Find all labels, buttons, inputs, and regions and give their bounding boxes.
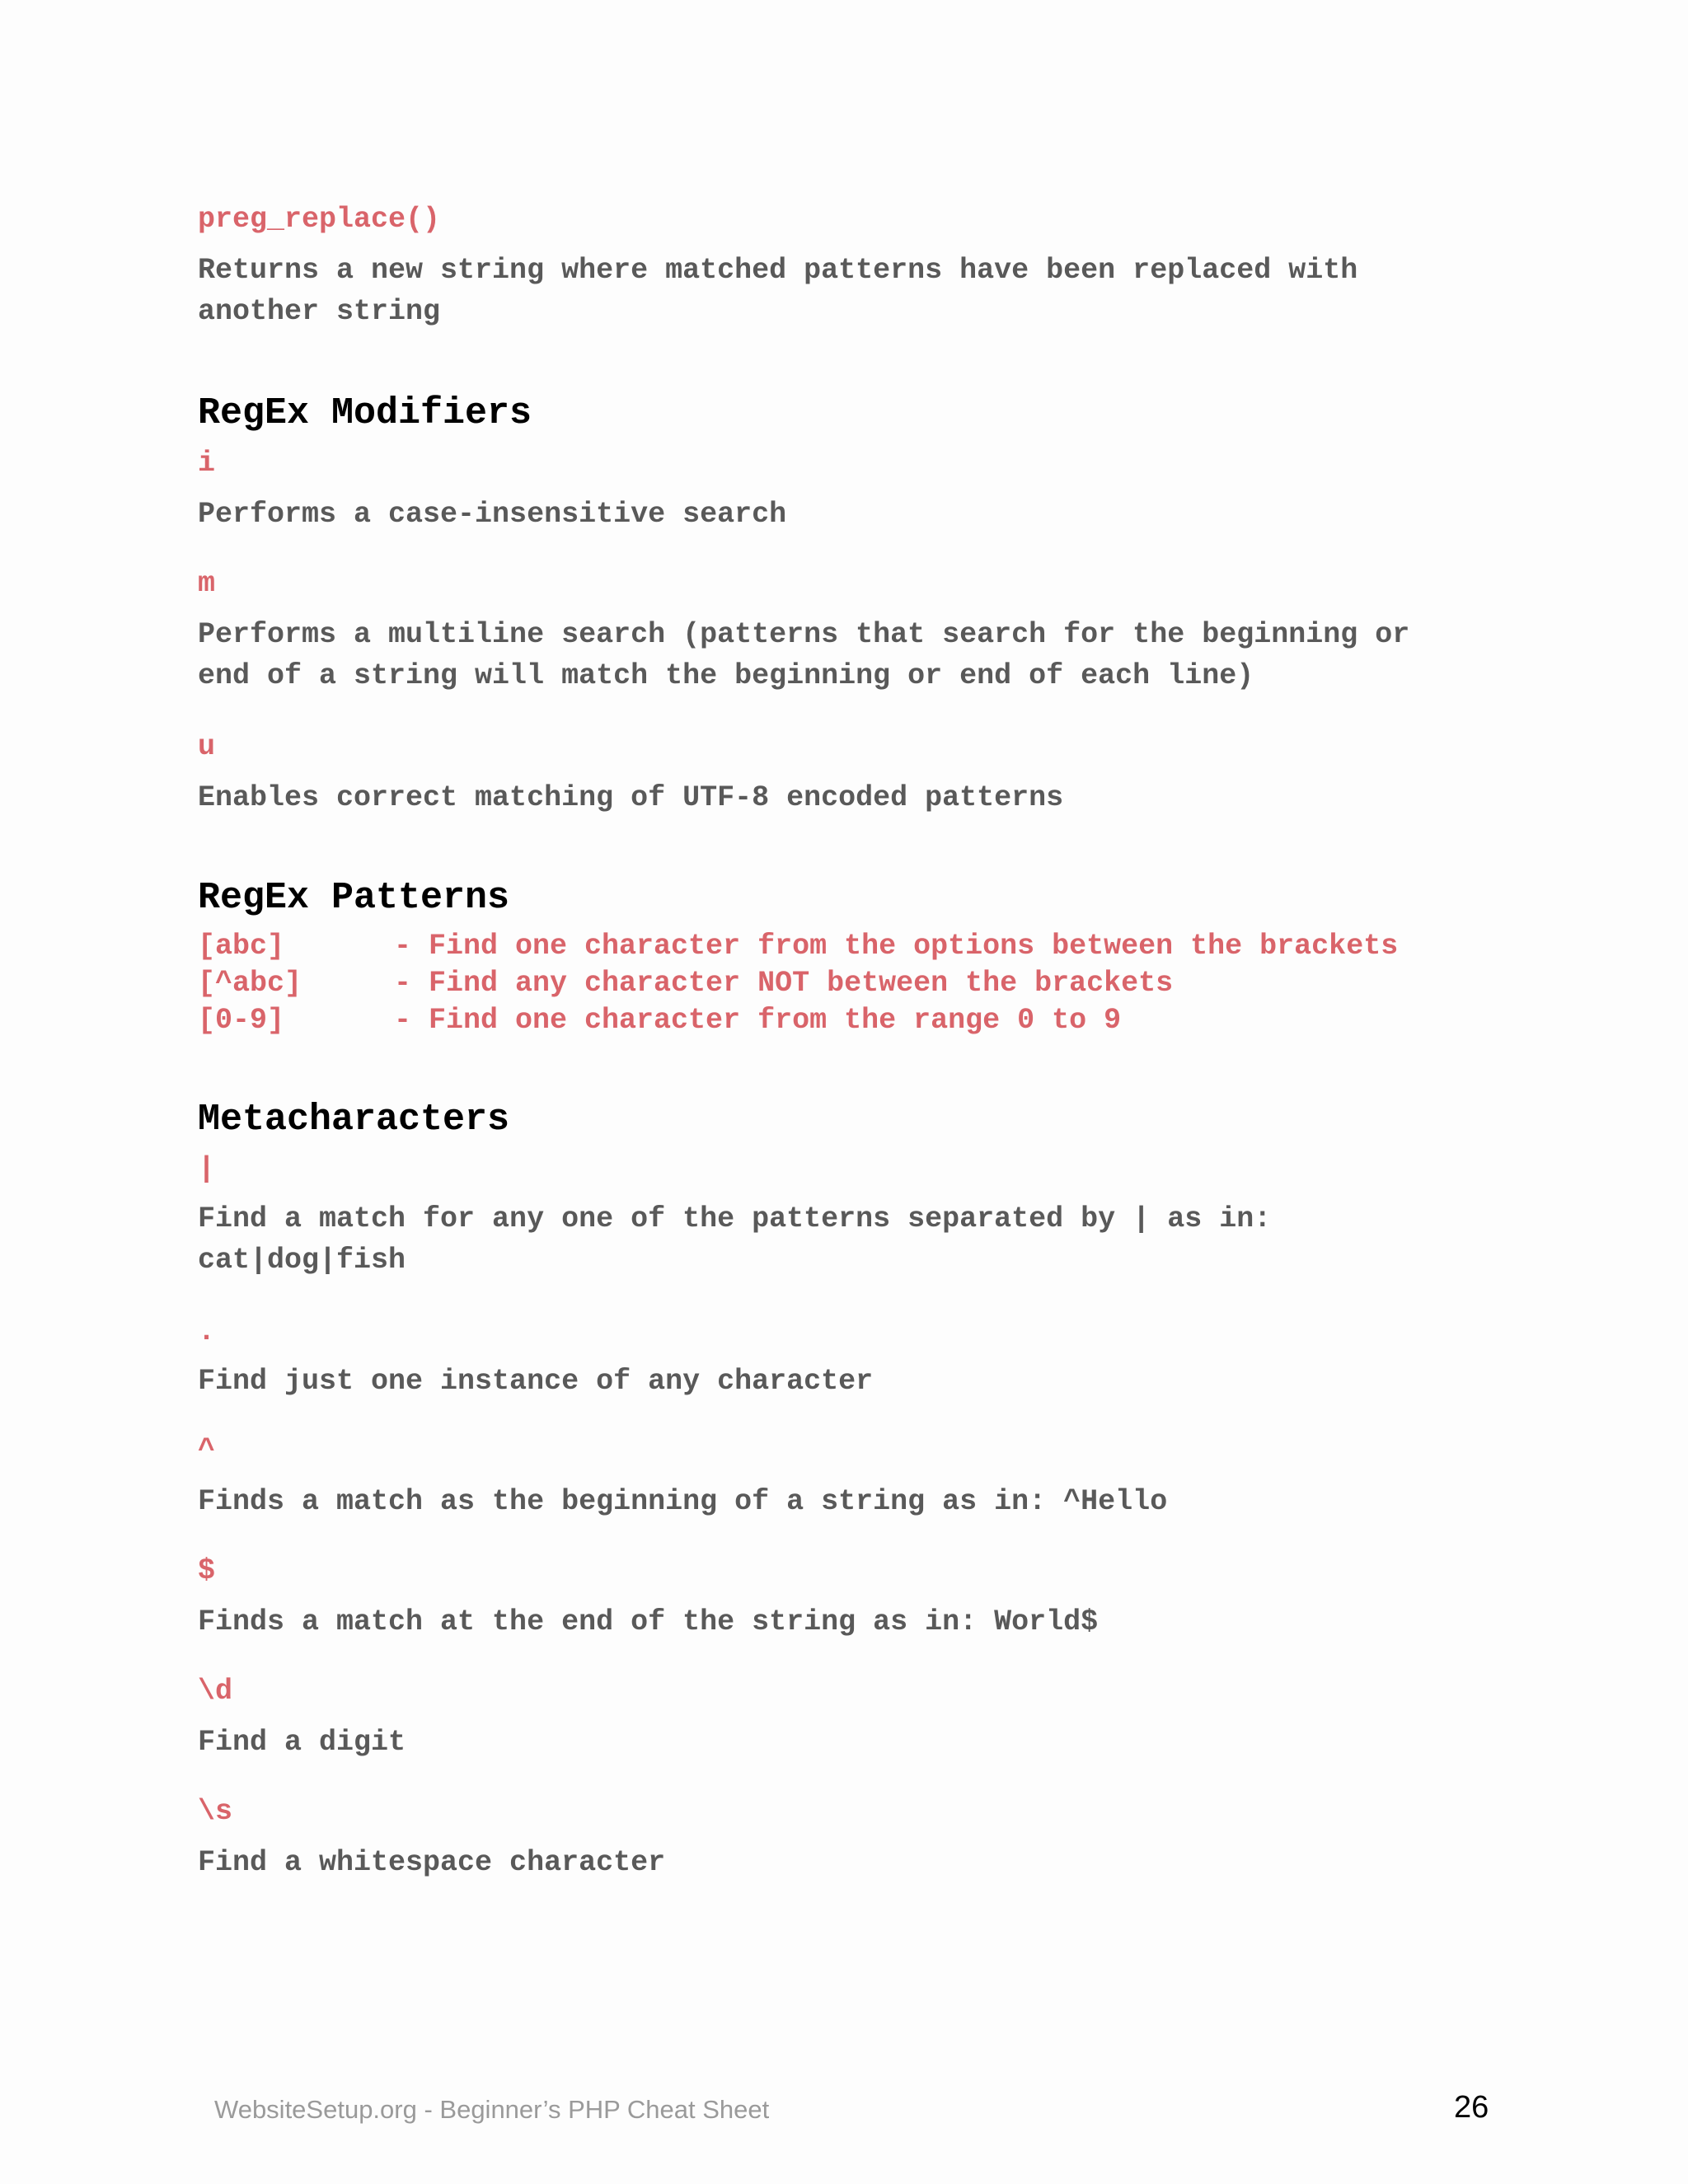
function-name-preg-replace: preg_replace(): [198, 203, 441, 236]
metacharacter-term-dollar: $: [198, 1554, 216, 1587]
modifier-term-u: u: [198, 730, 216, 763]
pattern-row: [198, 1002, 1121, 1038]
modifier-description-u: Enables correct matching of UTF-8 encoded patterns: [198, 781, 1064, 814]
metacharacter-description-digit: Find a digit: [198, 1726, 406, 1759]
metacharacter-description-whitespace: Find a whitespace character: [198, 1846, 666, 1879]
section-heading-regex-modifiers: RegEx Modifiers: [198, 392, 532, 434]
metacharacter-term-digit: \d: [198, 1675, 233, 1708]
page-number: 26: [1454, 2090, 1489, 2125]
metacharacter-term-whitespace: \s: [198, 1795, 233, 1828]
metacharacter-description-pipe: Find a match for any one of the patterns separated by | as in: cat|dog|fish: [198, 1202, 1272, 1277]
section-heading-regex-patterns: RegEx Patterns: [198, 877, 510, 919]
modifier-description-i: Performs a case-insensitive search: [198, 498, 787, 531]
pattern-description: - Find one character from the range 0 to 9: [394, 1004, 1122, 1037]
modifier-term-i: i: [198, 447, 216, 480]
pattern-description: - Find one character from the options between the brackets: [394, 930, 1399, 963]
modifier-term-m: m: [198, 567, 216, 600]
footer-text: WebsiteSetup.org - Beginner’s PHP Cheat Sheet: [214, 2095, 770, 2124]
pattern-row: [198, 965, 1173, 1001]
pattern-code: [abc]: [198, 930, 285, 963]
function-description-preg-replace: Returns a new string where matched patterns have been replaced with another string: [198, 254, 1358, 328]
metacharacter-description-dot: Find just one instance of any character: [198, 1365, 874, 1398]
pattern-code: [^abc]: [198, 967, 302, 1000]
metacharacter-description-dollar: Finds a match at the end of the string as in: World$: [198, 1605, 1099, 1638]
metacharacter-term-caret: ^: [198, 1434, 216, 1467]
metacharacter-term-pipe: |: [198, 1152, 216, 1185]
metacharacter-description-caret: Finds a match as the beginning of a string as in: ^Hello: [198, 1485, 1168, 1518]
pattern-code: [0-9]: [198, 1004, 285, 1037]
metacharacter-term-dot: .: [198, 1315, 216, 1348]
modifier-description-m: Performs a multiline search (patterns that search for the beginning or end of a string will match the beginning or end of each line): [198, 618, 1410, 692]
pattern-description: - Find any character NOT between the brackets: [394, 967, 1174, 1000]
section-heading-metacharacters: Metacharacters: [198, 1099, 510, 1141]
pattern-row: [198, 928, 1398, 964]
